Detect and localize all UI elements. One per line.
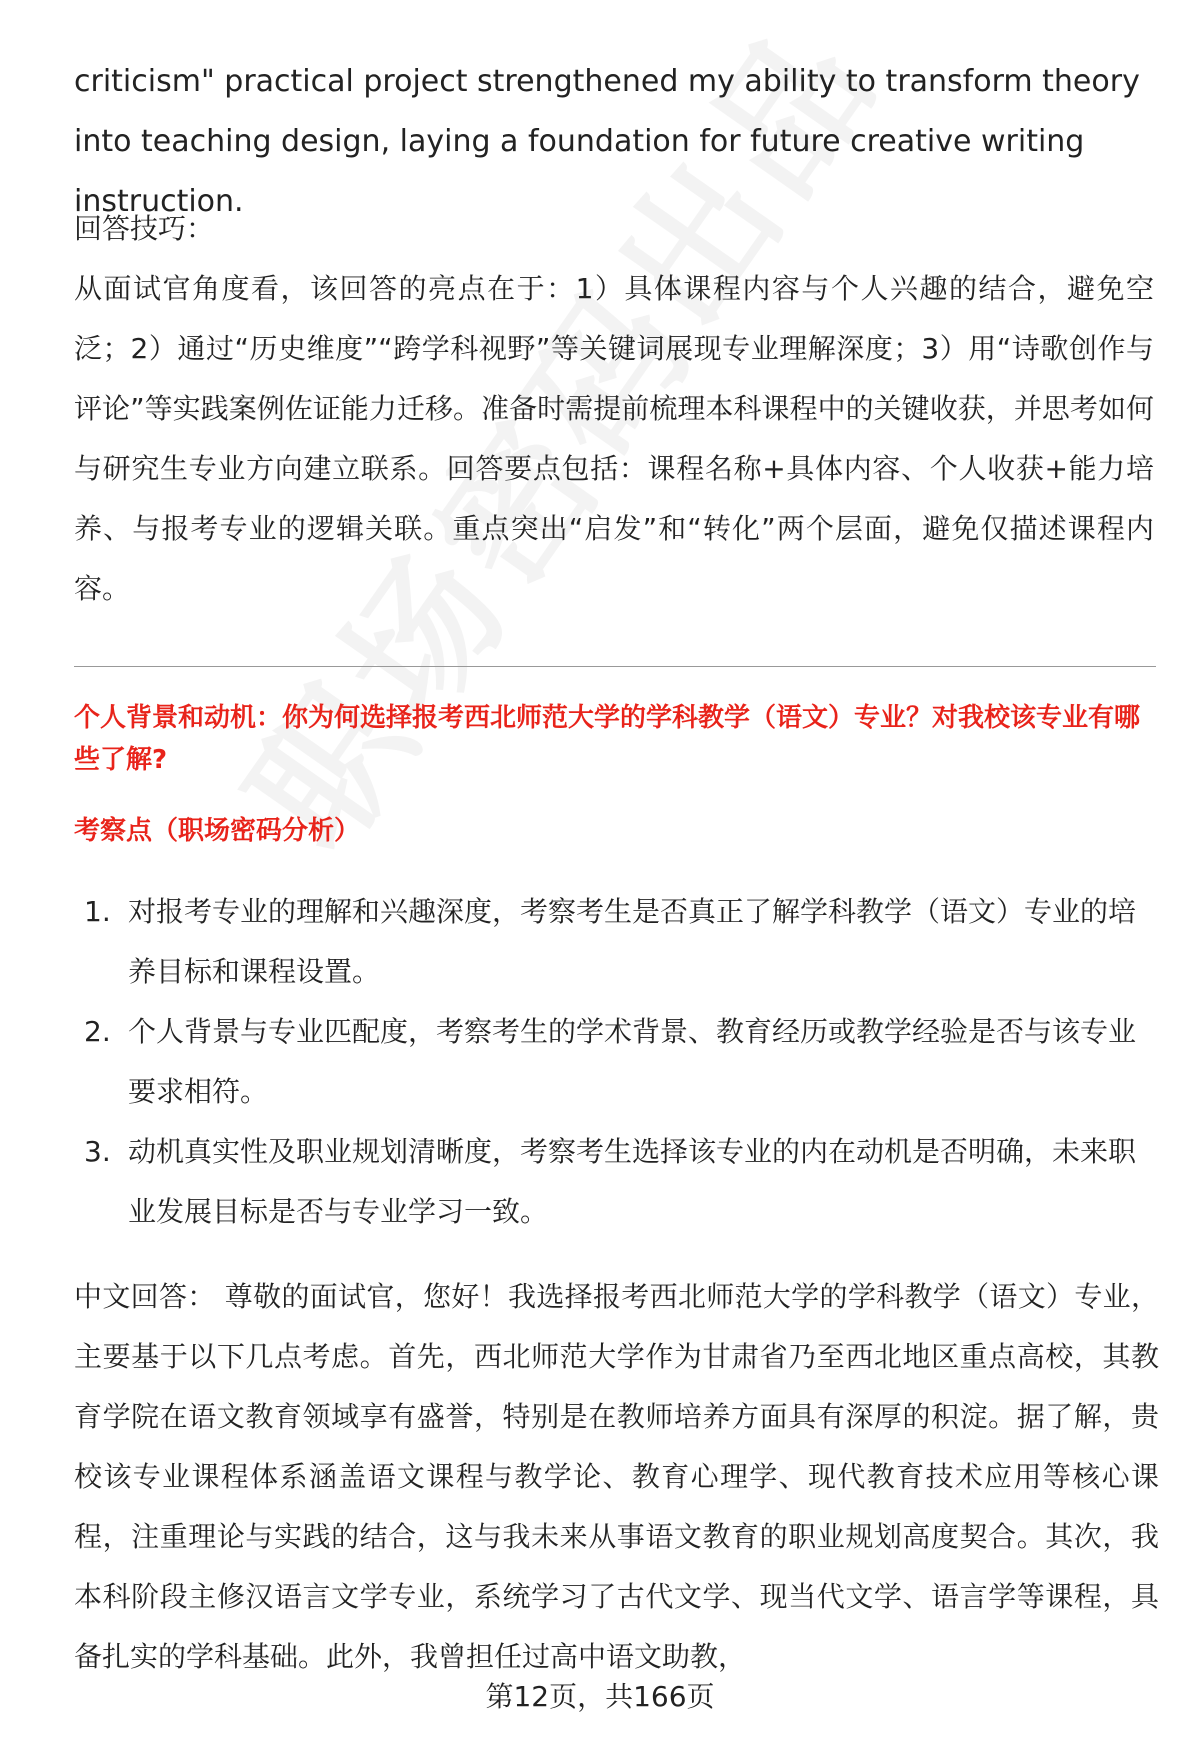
question-heading: 个人背景和动机：你为何选择报考西北师范大学的学科教学（语文）专业？对我校该专业有哪些了解? (74, 703, 1141, 775)
list-item-number: 3. (84, 1135, 111, 1168)
chinese-answer: 中文回答： 尊敬的面试官，您好！我选择报考西北师范大学的学科教学（语文）专业，主要基于以下几点考虑。首先，西北师范大学作为甘肃省乃至西北地区重点高校，其教育学院在语文教育领域享有盛誉，特别是在教师培养方面具有深厚的积淀。据了解，贵校该专业课程体系涵盖语文课程与教学论、教育心理学、现代教育技术应用等核心课程，注重理论与实践的结合，这与我未来从事语文教育的职业规划高度契合。其次，我本科阶段主修汉语言文学专业，系统学习了古代文学、现当代文学、语言学等课程，具备扎实的学科基础。此外，我曾担任过高中语文助教， (74, 1280, 1159, 1673)
list-item (74, 1002, 1156, 1122)
answer-tips-section (74, 199, 1154, 619)
answer-tips-title: 回答技巧： (74, 212, 215, 245)
list-item-number: 1. (84, 895, 111, 928)
section-divider (74, 666, 1156, 667)
list-item (74, 1122, 1156, 1242)
english-answer-tail: criticism" practical project strengthened my ability to transform theory into teaching design, laying a foundation for future creative writing instruction. (74, 64, 1140, 219)
assessment-points-list (74, 882, 1156, 1242)
assessment-points-heading: 考察点（职场密码分析） (74, 816, 361, 846)
list-item (74, 882, 1156, 1002)
page-number: 第12页，共166页 (485, 1680, 715, 1713)
list-item-text: 对报考专业的理解和兴趣深度，考察考生是否真正了解学科教学（语文）专业的培养目标和课程设置。 (128, 895, 1137, 988)
list-item-text: 个人背景与专业匹配度，考察考生的学术背景、教育经历或教学经验是否与该专业要求相符。 (128, 1015, 1137, 1108)
list-item-text: 动机真实性及职业规划清晰度，考察考生选择该专业的内在动机是否明确，未来职业发展目标是否与专业学习一致。 (128, 1135, 1137, 1228)
list-item-number: 2. (84, 1015, 111, 1048)
answer-tips-body: 从面试官角度看，该回答的亮点在于：1）具体课程内容与个人兴趣的结合，避免空泛；2）通过“历史维度”“跨学科视野”等关键词展现专业理解深度；3）用“诗歌创作与评论”等实践案例佐证能力迁移。准备时需提前梳理本科课程中的关键收获，并思考如何与研究生专业方向建立联系。回答要点包括：课程名称+具体内容、个人收获+能力培养、与报考专业的逻辑关联。重点突出“启发”和“转化”两个层面，避免仅描述课程内容。 (74, 272, 1154, 605)
